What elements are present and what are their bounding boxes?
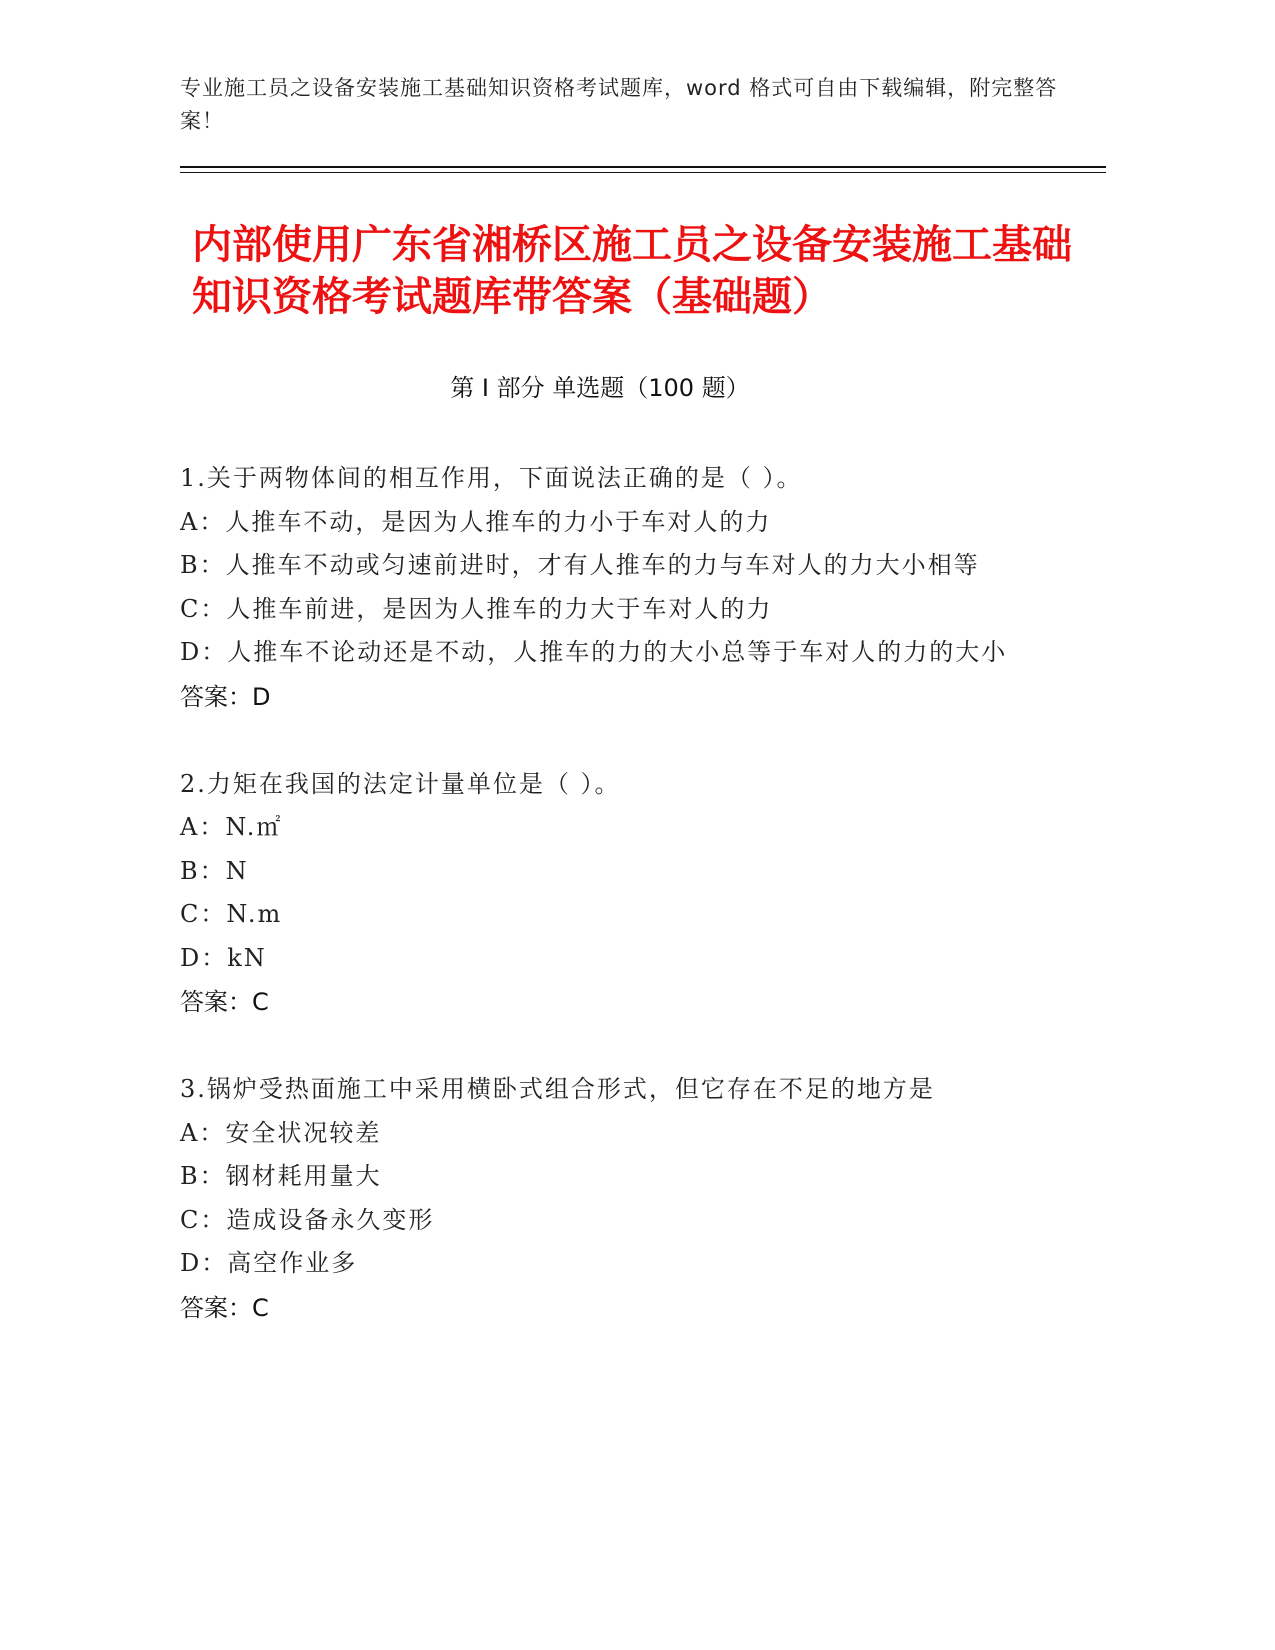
header-divider-thick	[180, 166, 1106, 168]
question-stem: 2.力矩在我国的法定计量单位是（ ）。	[180, 769, 621, 798]
question-1	[180, 457, 1040, 719]
question-stem: 3.锅炉受热面施工中采用横卧式组合形式，但它存在不足的地方是	[180, 1075, 935, 1103]
header-divider-thin	[180, 172, 1106, 173]
header-note: 专业施工员之设备安装施工基础知识资格考试题库，word 格式可自由下载编辑，附完整答案！	[180, 76, 1058, 133]
option-d: D：高空作业多	[180, 1249, 358, 1277]
answer-label: 答案：C	[180, 1293, 269, 1322]
option-d: D：kN	[180, 943, 267, 972]
question-3	[180, 1068, 1040, 1330]
document-title: 内部使用广东省湘桥区施工员之设备安装施工基础知识资格考试题库带答案（基础题）	[192, 222, 1072, 320]
answer-label: 答案：D	[180, 682, 271, 711]
section-title: 第 I 部分 单选题（100 题）	[450, 374, 750, 402]
option-d: D：人推车不论动还是不动，人推车的力的大小总等于车对人的力的大小	[180, 638, 1008, 666]
option-b: B：N	[180, 856, 249, 885]
option-c: C：人推车前进，是因为人推车的力大于车对人的力	[180, 594, 773, 623]
answer-label: 答案：C	[180, 988, 269, 1016]
option-c: C：造成设备永久变形	[180, 1205, 435, 1234]
option-a: A：安全状况较差	[180, 1118, 382, 1147]
option-a: A：人推车不动，是因为人推车的力小于车对人的力	[180, 507, 772, 536]
option-b: B：人推车不动或匀速前进时，才有人推车的力与车对人的力大小相等	[180, 551, 980, 579]
option-b: B：钢材耗用量大	[180, 1162, 382, 1190]
question-list	[180, 457, 1040, 1374]
option-c: C：N.m	[180, 900, 283, 928]
question-stem: 1.关于两物体间的相互作用，下面说法正确的是（ ）。	[180, 464, 803, 492]
option-a: A：N.㎡	[180, 813, 283, 841]
question-2	[180, 763, 1040, 1025]
